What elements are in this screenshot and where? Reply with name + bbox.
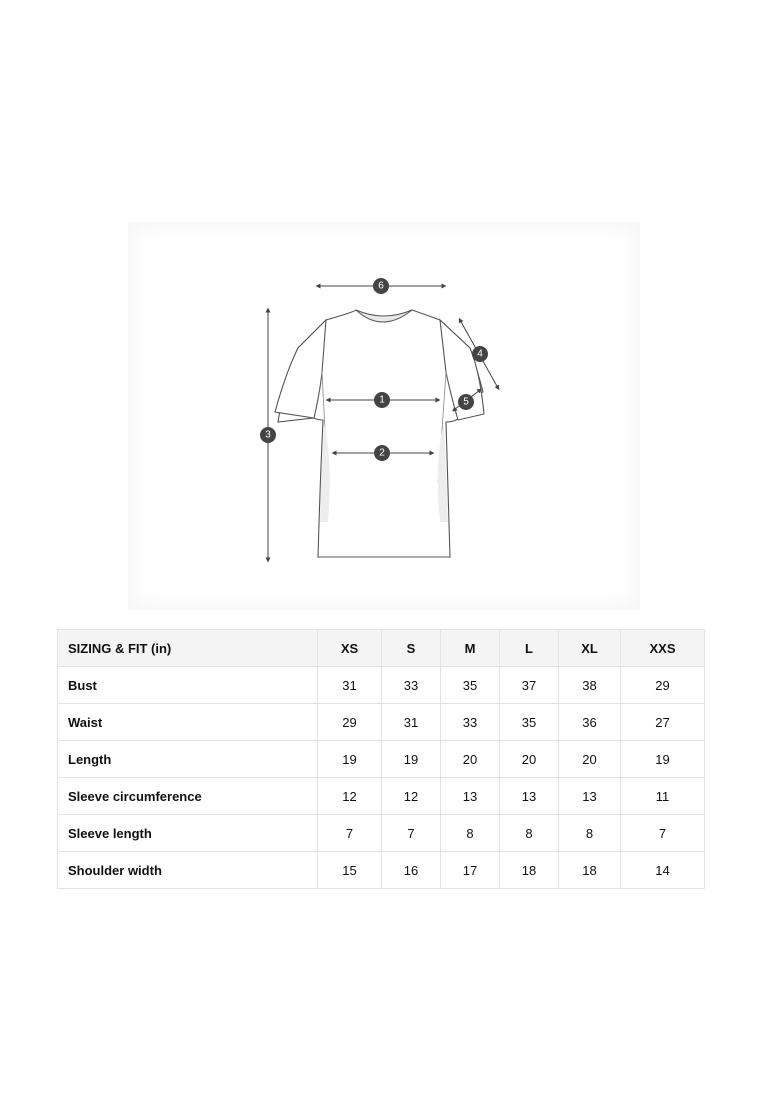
svg-text:2: 2	[379, 447, 385, 459]
measurement-value: 19	[382, 741, 441, 778]
table-row	[58, 852, 705, 889]
measurement-value: 17	[441, 852, 500, 889]
measurement-value: 33	[441, 704, 500, 741]
measurement-value: 20	[559, 741, 621, 778]
measurement-value: 8	[500, 815, 559, 852]
measurement-value: 20	[441, 741, 500, 778]
measurement-value: 8	[559, 815, 621, 852]
measurement-value: 16	[382, 852, 441, 889]
measurement-value: 7	[621, 815, 705, 852]
measurement-value: 19	[318, 741, 382, 778]
measurement-label: Waist	[58, 704, 318, 741]
tshirt-outline	[275, 310, 484, 557]
measurement-value: 12	[382, 778, 441, 815]
measurement-value: 8	[441, 815, 500, 852]
measurement-value: 31	[318, 667, 382, 704]
table-row	[58, 778, 705, 815]
size-header: XXS	[621, 630, 705, 667]
size-header: L	[500, 630, 559, 667]
measurement-value: 13	[441, 778, 500, 815]
measurement-value: 37	[500, 667, 559, 704]
marker-3	[260, 427, 276, 443]
measurement-value: 20	[500, 741, 559, 778]
measurement-value: 7	[382, 815, 441, 852]
measurement-label: Bust	[58, 667, 318, 704]
measurement-value: 13	[559, 778, 621, 815]
measurement-value: 35	[500, 704, 559, 741]
measurement-value: 18	[559, 852, 621, 889]
measurement-label: Sleeve length	[58, 815, 318, 852]
size-header: S	[382, 630, 441, 667]
measurement-label: Sleeve circumference	[58, 778, 318, 815]
measurement-value: 15	[318, 852, 382, 889]
measurement-value: 29	[318, 704, 382, 741]
measurement-value: 33	[382, 667, 441, 704]
marker-6	[373, 278, 389, 294]
measurement-value: 29	[621, 667, 705, 704]
sizing-fit-header: SIZING & FIT (in)	[58, 630, 318, 667]
marker-2	[374, 445, 390, 461]
measurement-value: 19	[621, 741, 705, 778]
measurement-value: 7	[318, 815, 382, 852]
svg-text:4: 4	[477, 348, 483, 360]
svg-text:1: 1	[379, 394, 385, 406]
table-body	[58, 667, 705, 889]
size-header: XL	[559, 630, 621, 667]
size-header: XS	[318, 630, 382, 667]
sizing-table	[57, 629, 705, 889]
measurement-value: 27	[621, 704, 705, 741]
svg-text:5: 5	[463, 396, 469, 408]
tshirt-diagram-svg	[128, 222, 640, 610]
measurement-label: Shoulder width	[58, 852, 318, 889]
measurement-value: 14	[621, 852, 705, 889]
measurement-value: 35	[441, 667, 500, 704]
marker-1	[374, 392, 390, 408]
measurement-value: 11	[621, 778, 705, 815]
table-row	[58, 704, 705, 741]
size-header: M	[441, 630, 500, 667]
table-row	[58, 815, 705, 852]
marker-5	[458, 394, 474, 410]
table-header-row	[58, 630, 705, 667]
measurement-label: Length	[58, 741, 318, 778]
measurement-value: 18	[500, 852, 559, 889]
measurement-value: 38	[559, 667, 621, 704]
marker-4	[472, 346, 488, 362]
measurement-value: 12	[318, 778, 382, 815]
measurement-value: 36	[559, 704, 621, 741]
measurement-value: 13	[500, 778, 559, 815]
measurement-value: 31	[382, 704, 441, 741]
table-row	[58, 741, 705, 778]
table-row	[58, 667, 705, 704]
svg-text:3: 3	[265, 429, 271, 441]
tshirt-measurement-diagram	[128, 222, 640, 610]
svg-text:6: 6	[378, 280, 384, 292]
